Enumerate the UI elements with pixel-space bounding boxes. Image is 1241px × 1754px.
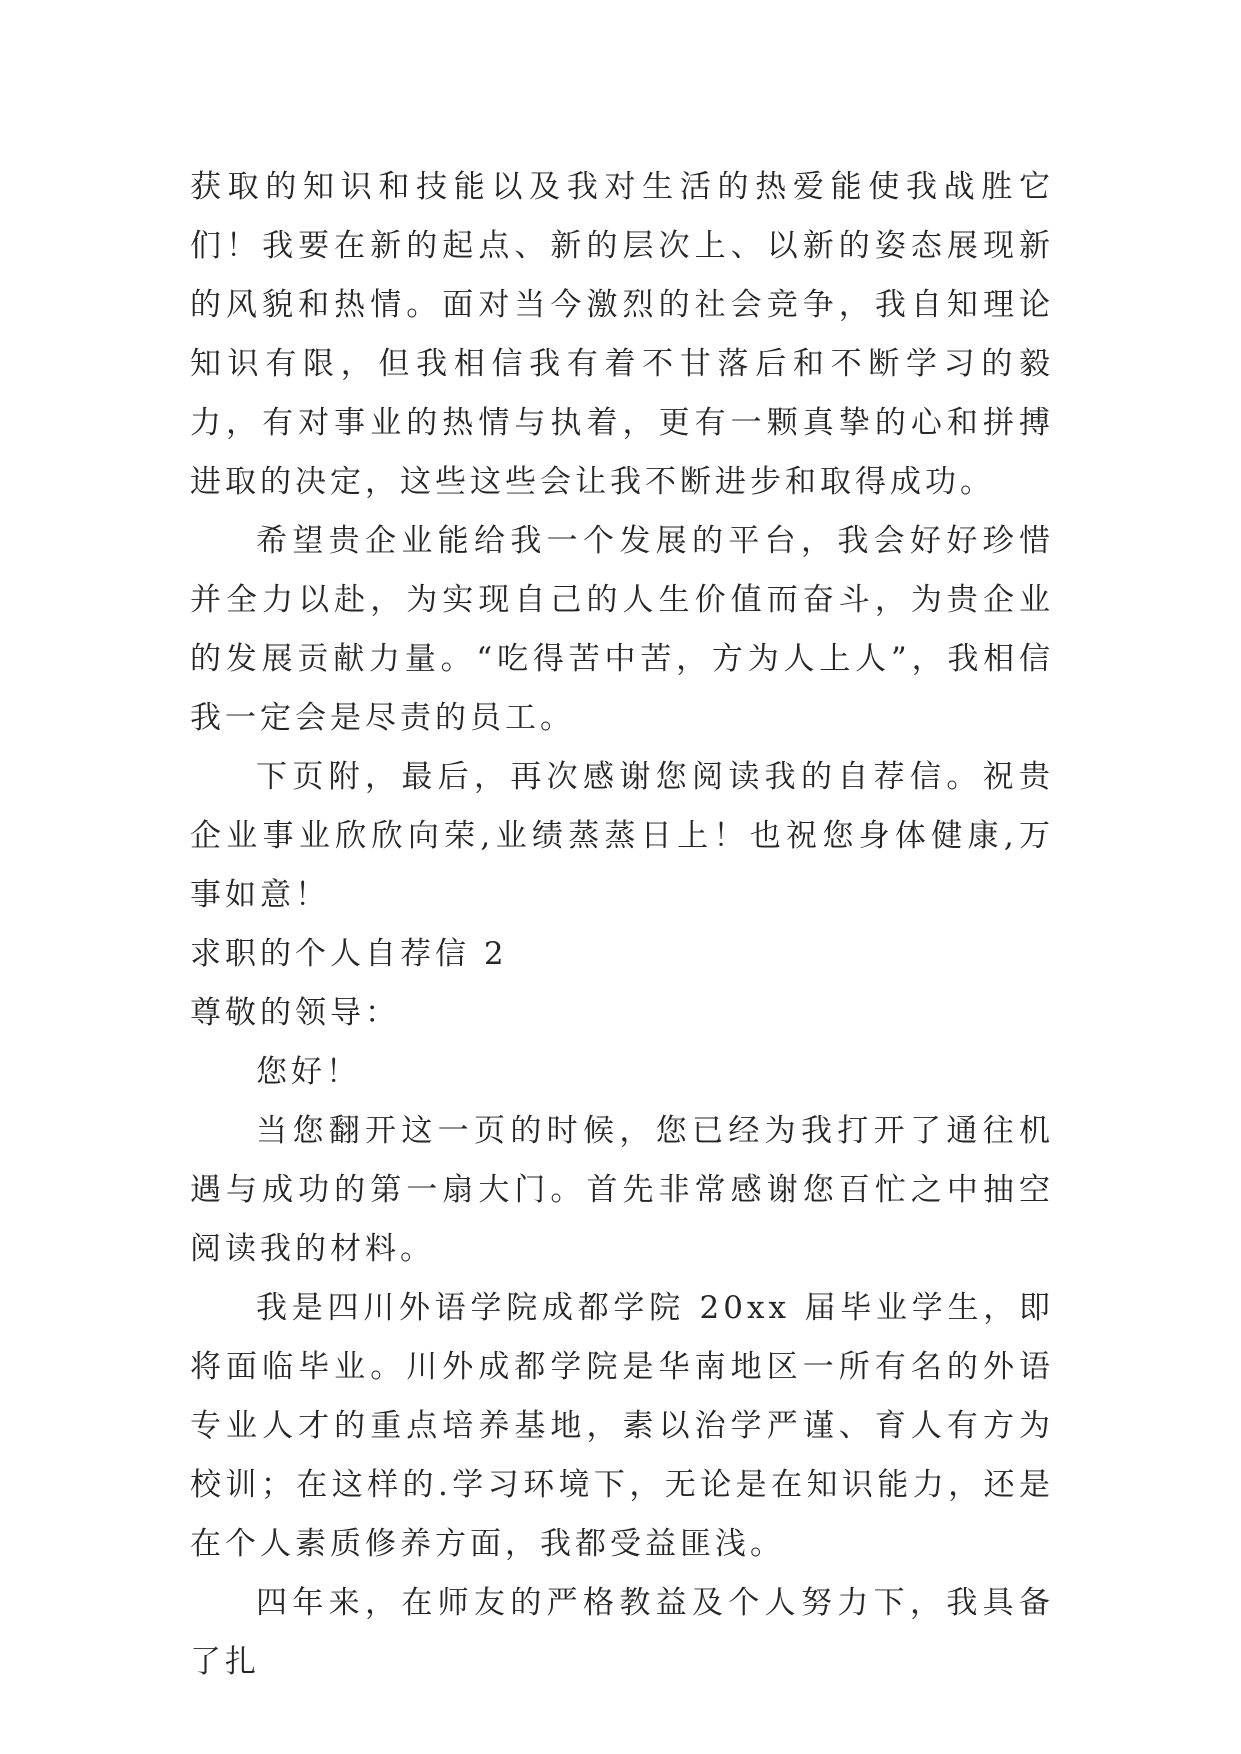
paragraph-hope: 希望贵企业能给我一个发展的平台，我会好好珍惜并全力以赴，为实现自己的人生价值而奋斗，为贵企业的发展贡献力量。“吃得苦中苦，方为人上人”，我相信我一定会是尽责的员工。 xyxy=(190,523,1054,736)
paragraph-intro-continuation: 获取的知识和技能以及我对生活的热爱能使我战胜它们！我要在新的起点、新的层次上、以新的姿态展现新的风貌和热情。面对当今激烈的社会竞争，我自知理论知识有限，但我相信我有着不甘落后和不断学习的毅力，有对事业的热情与执着，更有一颗真挚的心和拼搏进取的决定，这些这些会让我不断进步和取得成功。 xyxy=(190,169,1054,500)
paragraph-closing-thanks: 下页附，最后，再次感谢您阅读我的自荐信。祝贵企业事业欣欣向荣,业绩蒸蒸日上！也祝您身体健康,万事如意！ xyxy=(190,759,1054,913)
paragraph-four-years: 四年来，在师友的严格教益及个人努力下，我具备了扎 xyxy=(190,1585,1054,1680)
letter-body xyxy=(190,158,1054,1692)
letter-2-title: 求职的个人自荐信 2 xyxy=(190,936,508,972)
paragraph-opening: 当您翻开这一页的时候，您已经为我打开了通往机遇与成功的第一扇大门。首先非常感谢您百忙之中抽空阅读我的材料。 xyxy=(190,1113,1054,1267)
greeting: 您好！ xyxy=(256,1054,361,1090)
salutation: 尊敬的领导： xyxy=(190,995,400,1031)
paragraph-school: 我是四川外语学院成都学院 20xx 届毕业学生，即将面临毕业。川外成都学院是华南地区一所有名的外语专业人才的重点培养基地，素以治学严谨、育人有方为校训；在这样的.学习环境下，无论是在知识能力，还是在个人素质修养方面，我都受益匪浅。 xyxy=(190,1290,1054,1562)
